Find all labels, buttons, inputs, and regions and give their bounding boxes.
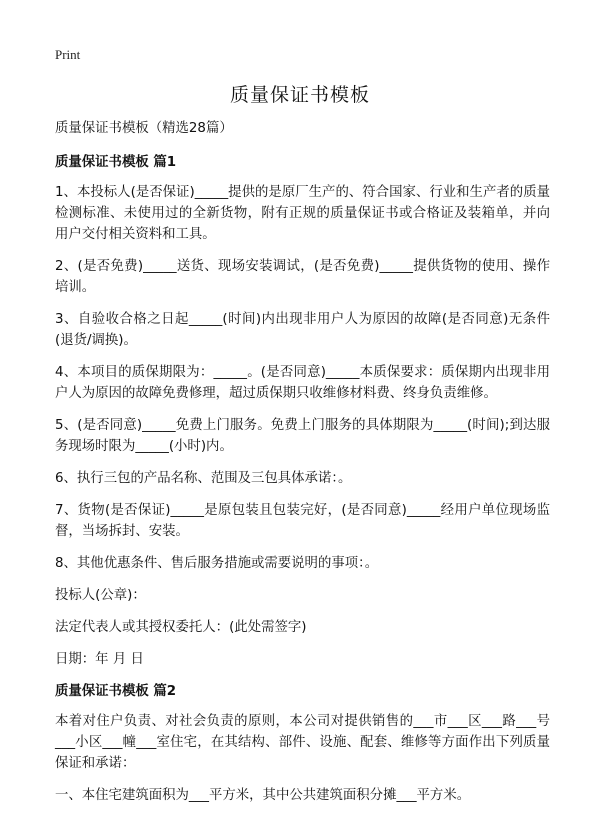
clause-7: 7、货物(是否保证)_____是原包装且包装完好，(是否同意)_____经用户单位现场监督，当场拆封、安装。 (55, 503, 550, 539)
clause-1: 1、本投标人(是否保证)_____提供的是原厂生产的、符合国家、行业和生产者的质量检测标准、未使用过的全新货物，附有正规的质量保证书或合格证及装箱单，并向用户交付相关资料和工具。 (55, 185, 550, 242)
clause-2: 2、(是否免费)_____送货、现场安装调试，(是否免费)_____提供货物的使用、操作培训。 (55, 259, 550, 295)
date-line: 日期：年 月 日 (55, 652, 144, 667)
clause-4: 4、本项目的质保期限为：_____。(是否同意)_____本质保要求：质保期内出现非用户人为原因的故障免费修理，超过质保期只收维修材料费、终身负责维修。 (55, 365, 550, 401)
clause-5: 5、(是否同意)_____免费上门服务。免费上门服务的具体期限为_____(时间);到达服务现场时限为_____(小时)内。 (55, 418, 550, 454)
clause-3: 3、自验收合格之日起_____(时间)内出现非用户人为原因的故障(是否同意)无条件(退货/调换)。 (55, 312, 550, 348)
clause-8: 8、其他优惠条件、售后服务措施或需要说明的事项：。 (55, 556, 379, 571)
document-body (55, 118, 550, 817)
print-label[interactable]: Print (55, 47, 81, 62)
section-2-clause-1: 一、本住宅建筑面积为___平方米，其中公共建筑面积分摊___平方米。 (55, 788, 471, 803)
section-2-intro: 本着对住户负责、对社会负责的原则，本公司对提供销售的___市___区___路___号___小区___幢___室住宅，在其结构、部件、设施、配套、维修等方面作出下列质量保证和承诺： (55, 714, 550, 771)
section-heading-2: 质量保证书模板 篇2 (55, 684, 177, 699)
document-subtitle: 质量保证书模板（精选28篇） (55, 121, 233, 136)
section-heading-1: 质量保证书模板 篇1 (55, 155, 177, 170)
clause-6: 6、执行三包的产品名称、范围及三包具体承诺：。 (55, 471, 352, 486)
document-title: 质量保证书模板 (229, 84, 370, 106)
bidder-seal-line: 投标人(公章)： (55, 588, 146, 603)
legal-representative-line: 法定代表人或其授权委托人：(此处需签字) (55, 620, 307, 635)
